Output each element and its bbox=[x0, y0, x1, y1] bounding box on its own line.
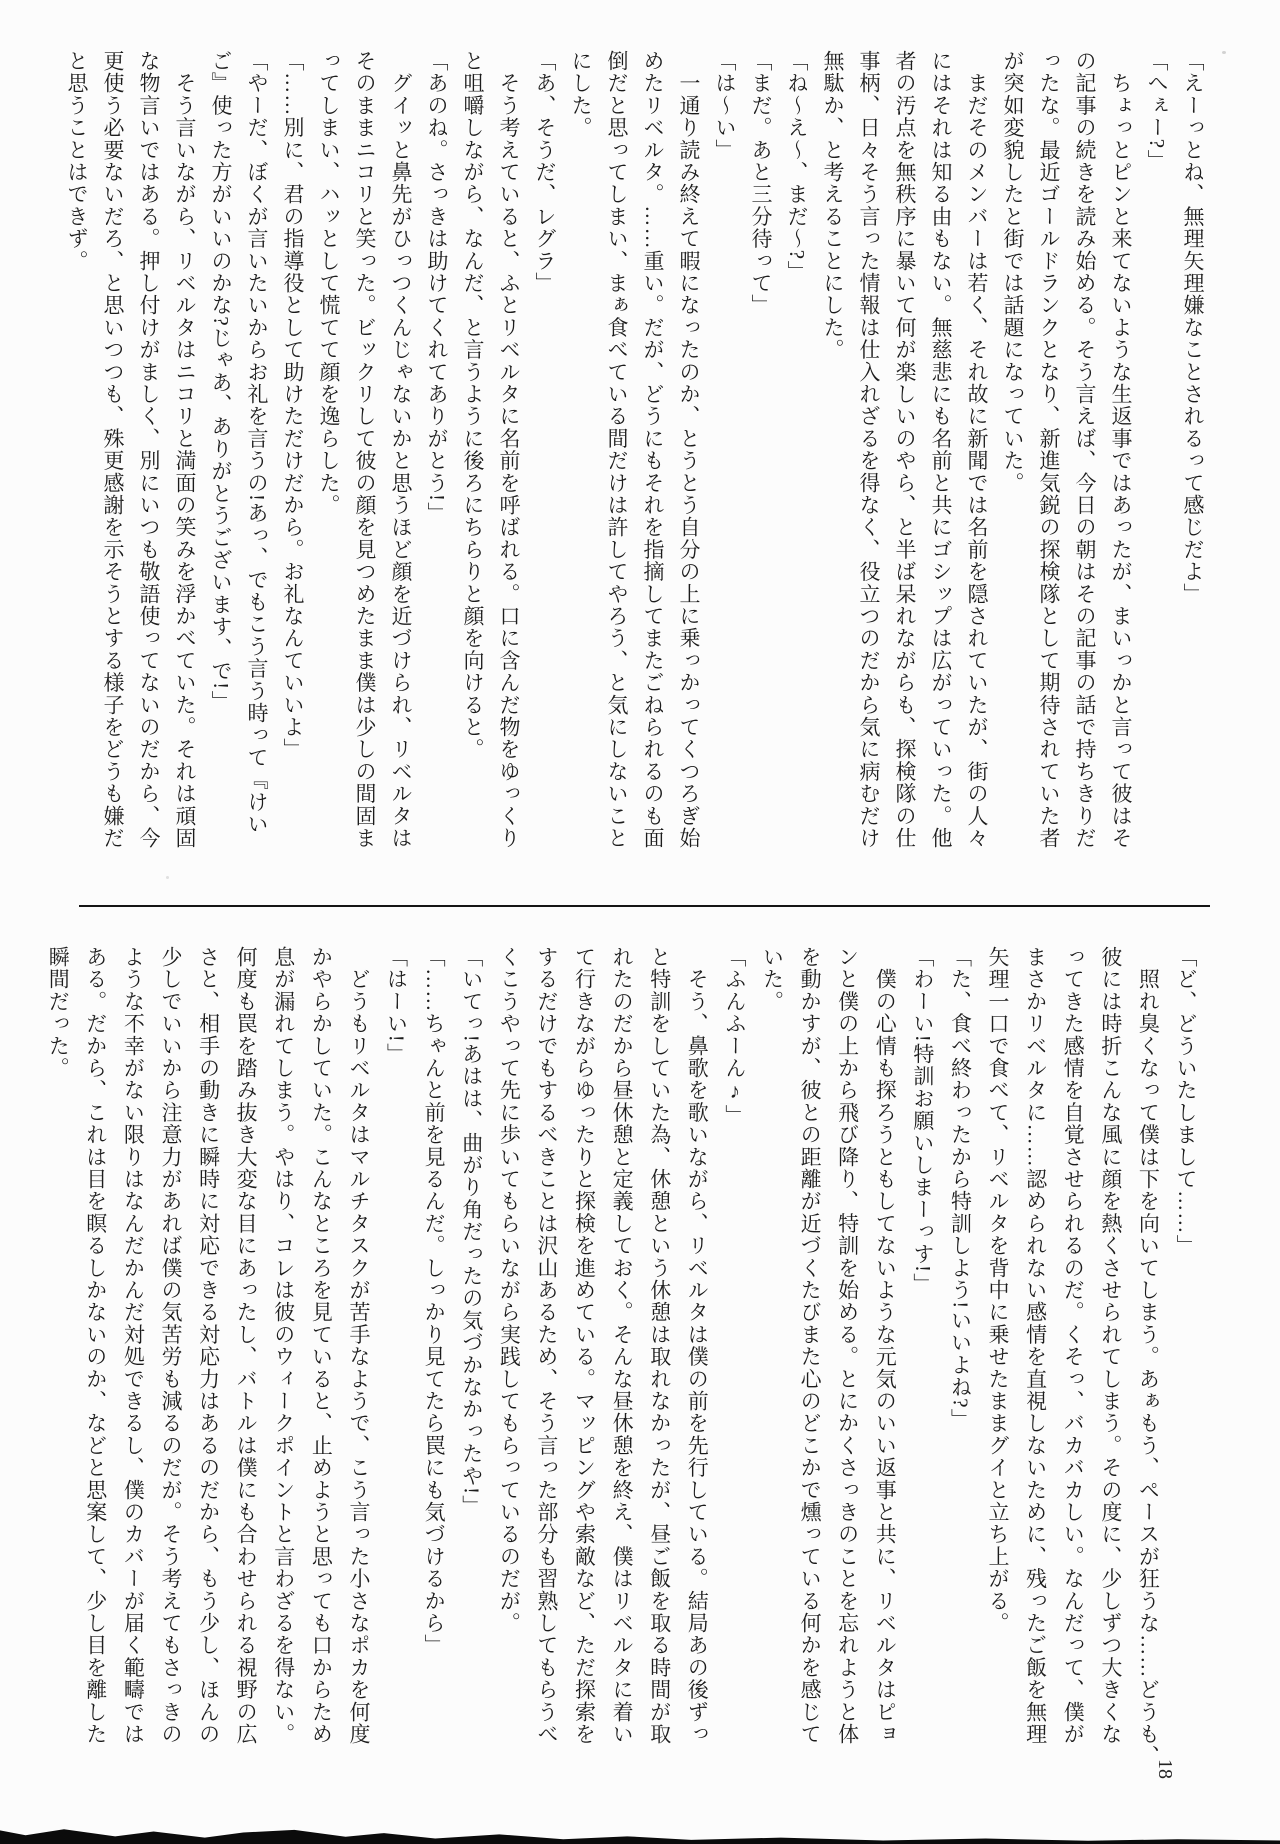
text-line: 彼には時折こんな風に顔を熱くさせられてしまう。その度に、少しずつ大きくな bbox=[1098, 946, 1123, 1746]
text-line: 「あのね。さっきは助けてくれてありがとう!」 bbox=[425, 50, 449, 525]
text-line: 瞬間だった。 bbox=[46, 946, 71, 1080]
text-line: ったな。最近ゴールドランクとなり、新進気鋭の探検隊として期待されていた者 bbox=[1037, 50, 1061, 850]
text-line: 矢理一口で食べて、リベルタを背中に乗せたままグイと立ち上がる。 bbox=[986, 946, 1011, 1635]
text-line: 「えーっとね、無理矢理嫌なことされるって感じだよ」 bbox=[1181, 50, 1205, 605]
text-line: ような不幸がない限りはなんだかんだ対処できるし、僕のカバーが届く範疇では bbox=[121, 946, 146, 1746]
text-line: ってきた感情を自覚させられるのだ。くそっ、バカバカしい。なんだって、僕が bbox=[1061, 946, 1086, 1746]
text-line: どうもリベルタはマルチタスクが苦手なようで、こう言った小さなポカを何度 bbox=[346, 946, 371, 1746]
text-line: ンと僕の上から飛び降り、特訓を始める。とにかくさっきのことを忘れようと体 bbox=[835, 946, 860, 1746]
text-line: 息が漏れてしまう。やはり、コレは彼のウィークポイントと言わざるを得ない。 bbox=[271, 946, 296, 1746]
text-line: 何度も罠を踏み抜き大変な目にあったし、バトルは僕にも合わせられる視野の広 bbox=[234, 946, 259, 1746]
text-line: 「た、食べ終わったから特訓しよう!いいよね?」 bbox=[948, 946, 973, 1431]
text-line: まさかリベルタに……認められない感情を直視しないために、残ったご飯を無理 bbox=[1023, 946, 1048, 1746]
text-line: 僕の心情も探ろうともしてないような元気のいい返事と共に、リベルタはピョ bbox=[873, 946, 898, 1746]
text-line: そう、鼻歌を歌いながら、リベルタは僕の前を先行している。結局あの後ずっ bbox=[685, 946, 710, 1746]
text-line: 「ね〜え〜、まだ〜?」 bbox=[785, 50, 809, 283]
text-line: と特訓をしていた為、休憩という休憩は取れなかったが、昼ご飯を取る時間が取 bbox=[647, 946, 672, 1746]
text-line: 「やーだ、ぼくが言いたいからお礼を言うの!あっ、でもこう言う時って『けい bbox=[245, 50, 269, 836]
text-line: 「へぇー?」 bbox=[1145, 50, 1169, 172]
text-line: 「まだ。あと三分待って」 bbox=[749, 50, 773, 317]
text-line: 「はーい!」 bbox=[384, 946, 409, 1066]
text-line: な物言いではある。押し付けがましく、別にいつも敬語使ってないのだから、今 bbox=[137, 50, 161, 850]
text-line: 少しでいいから注意力があれば僕の気苦労も減るのだが。そう考えてもさっきの bbox=[158, 946, 183, 1746]
text-line: にはそれは知る由もない。無慈悲にも名前と共にゴシップは広がっていった。他 bbox=[929, 50, 953, 850]
text-line: そう考えていると、ふとリベルタに名前を呼ばれる。口に含んだ物をゆっくり bbox=[497, 50, 521, 850]
text-line: そう言いながら、リベルタはニコリと満面の笑みを浮かべていた。それは頑固 bbox=[173, 50, 197, 850]
text-line: ちょっとピンと来てないような生返事ではあったが、まいっかと言って彼はそ bbox=[1109, 50, 1133, 850]
text-line: まだそのメンバーは若く、それ故に新聞では名前を隠されていたが、街の人々 bbox=[965, 50, 989, 850]
scan-speck bbox=[1222, 51, 1226, 54]
text-line: 「……ちゃんと前を見るんだ。しっかり見てたら罠にも気づけるから」 bbox=[422, 946, 447, 1657]
text-line: ある。だから、これは目を瞑るしかないのか、などと思案して、少し目を離した bbox=[83, 946, 108, 1746]
text-line: 照れ臭くなって僕は下を向いてしまう。あぁもう、ペースが狂うな……どうも、 bbox=[1136, 946, 1161, 1768]
text-line: 「いてっ!あはは、曲がり角だったの気づかなかったや!」 bbox=[459, 946, 484, 1518]
text-line: 「ど、どういたしまして……」 bbox=[1174, 946, 1198, 1257]
text-line: するだけでもするべきことは沢山あるため、そう言った部分も習熟してもらうべ bbox=[534, 946, 559, 1746]
text-line: 一通り読み終えて暇になったのか、とうとう自分の上に乗っかってくつろぎ始 bbox=[677, 50, 701, 850]
text-line: 「あ、そうだ、レグラ」 bbox=[533, 50, 557, 295]
text-line: を動かすが、彼との距離が近づくたびまた心のどこかで燻っている何かを感じて bbox=[798, 946, 823, 1746]
text-line: 「ふんふーん♪」 bbox=[722, 946, 747, 1127]
text-line: 者の汚点を無秩序に暴いて何が楽しいのやら、と半ば呆れながらも、探検隊の仕 bbox=[893, 50, 917, 850]
text-line: くこうやって先に歩いてもらいながら実践してもらっているのだが。 bbox=[497, 946, 522, 1635]
text-line: れたのだから昼休憩と定義しておく。そんな昼休憩を終え、僕はリベルタに着い bbox=[610, 946, 635, 1746]
text-line: ご』使った方がいいのかな?じゃあ、ありがとうございます、で!」 bbox=[209, 50, 233, 713]
text-line: そのままニコリと笑った。ビックリして彼の顔を見つめたまま僕は少しの間固ま bbox=[353, 50, 377, 850]
text-line: 「……別に、君の指導役として助けただけだから。お礼なんていいよ」 bbox=[281, 50, 305, 761]
text-line: グイッと鼻先がひっつくんじゃないかと思うほど顔を近づけられ、リベルタは bbox=[389, 50, 413, 850]
text-line: かやらかしていた。こんなところを見ていると、止めようと思っても口からため bbox=[309, 946, 334, 1746]
text-line: めたリベルタ。……重い。だが、どうにもそれを指摘してまたごねられるのも面 bbox=[641, 50, 665, 850]
text-line: て行きながらゆったりと探検を進めている。マッピングや索敵など、ただ探索を bbox=[572, 946, 597, 1746]
text-line: 事柄、日々そう言った情報は仕入れざるを得なく、役立つのだから気に病むだけ bbox=[857, 50, 881, 850]
text-line: 更使う必要ないだろ、と思いつつも、殊更感謝を示そうとする様子をどうも嫌だ bbox=[101, 50, 125, 850]
section-divider bbox=[79, 905, 1210, 907]
text-line: 「は〜い」 bbox=[713, 50, 737, 161]
page-number: 18 bbox=[1154, 1759, 1176, 1779]
text-line: 無駄か、と考えることにした。 bbox=[821, 50, 845, 361]
text-line: にした。 bbox=[569, 50, 593, 139]
text-line: さと、相手の動きに瞬時に対応できる対応力はあるのだから、もう少し、ほんの bbox=[196, 946, 221, 1746]
text-section-bottom bbox=[39, 946, 1204, 1796]
text-line: と咀嚼しながら、なんだ、と言うように後ろにちらりと顔を向けると。 bbox=[461, 50, 485, 761]
text-line: いた。 bbox=[760, 946, 785, 1013]
scan-edge-artifact bbox=[0, 1828, 1280, 1844]
text-line: が突如変貌したと街では話題になっていた。 bbox=[1001, 50, 1025, 494]
text-line: と思うことはできず。 bbox=[65, 50, 89, 272]
scan-speck bbox=[166, 876, 169, 879]
text-line: ってしまい、ハッとして慌てて顔を逸らした。 bbox=[317, 50, 341, 517]
text-section-top bbox=[59, 50, 1211, 882]
text-line: 倒だと思ってしまい、まぁ食べている間だけは許してやろう、と気にしないこと bbox=[605, 50, 629, 850]
text-line: 「わーい!特訓お願いしまーっす!」 bbox=[910, 946, 935, 1296]
text-line: の記事の続きを読み始める。そう言えば、今日の朝はその記事の話で持ちきりだ bbox=[1073, 50, 1097, 850]
